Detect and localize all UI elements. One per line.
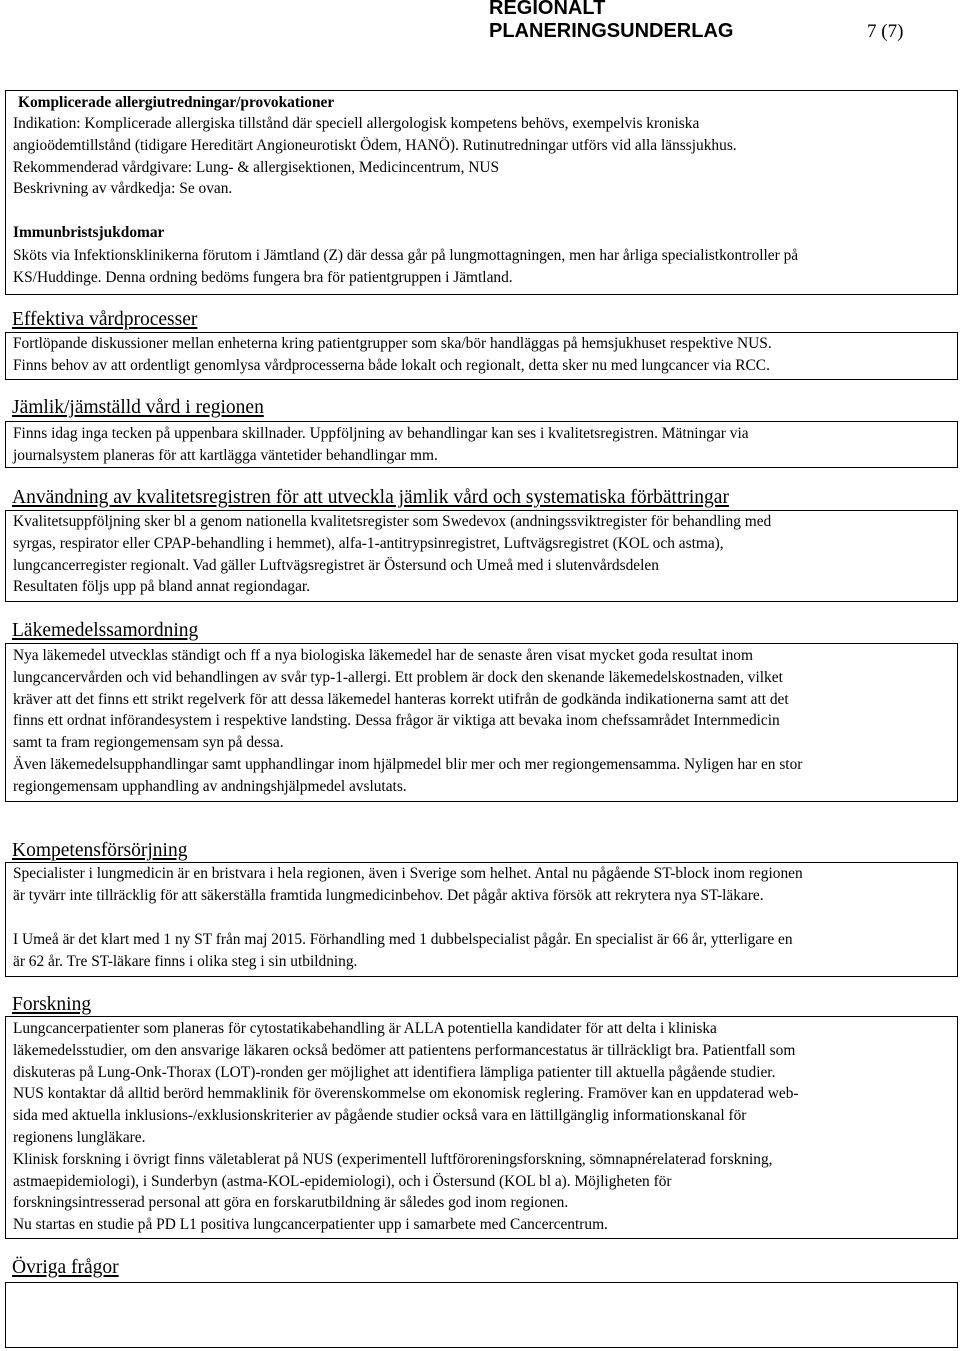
text-line: läkemedelsstudier, om den ansvarige läkaren också bedömer att patientens performancestatus är tillräckligt bra. Patientfall som <box>13 1041 796 1059</box>
kompetens-text-b <box>13 929 949 973</box>
text-line: finns ett ordnat införandesystem i respektive landsting. Dessa frågor är viktiga att bevaka inom chefssamrådet Internmedicin <box>13 712 780 730</box>
section-title-ovriga: Övriga frågor <box>12 1257 119 1278</box>
text-line: astmaepidemiologi), i Sunderbyn (astma-KOL-epidemiologi), och i Östersund (KOL bl a). Möjligheten för <box>13 1172 672 1190</box>
text-line: regiongemensam upphandling av andningshjälpmedel avslutats. <box>13 777 407 795</box>
text-line: Kvalitetsuppföljning sker bl a genom nationella kvalitetsregister som Swedevox (andningssviktregister för behandling med <box>13 513 772 530</box>
section-box-lakemedel <box>5 643 958 802</box>
immune-text <box>13 245 949 289</box>
text-line: Indikation: Komplicerade allergiska tillstånd där speciell allergologisk kompetens behövs, exempelvis kroniska <box>13 115 700 132</box>
section-title-effektiva: Effektiva vårdprocesser <box>12 309 198 330</box>
kompetens-text <box>13 863 949 907</box>
section-title-jamlik: Jämlik/jämställd vård i regionen <box>12 397 264 418</box>
text-line: Fortlöpande diskussioner mellan enheterna kring patientgrupper som ska/bör handläggas på hemsjukhuset respektive NUS. <box>13 335 772 352</box>
text-line: diskuteras på Lung-Onk-Thorax (LOT)-ronden ger möjlighet att identifiera lämpliga patienter till aktuella pågående studier. <box>13 1063 776 1081</box>
allergy-immunity-box <box>5 90 958 295</box>
page-number: 7 (7) <box>867 21 904 42</box>
text-line: I Umeå är det klart med 1 ny ST från maj 2015. Förhandling med 1 dubbelspecialist pågår. En specialist är 66 år, ytterligare en <box>13 931 793 948</box>
section-title-kompetens: Kompetensförsörjning <box>12 840 188 861</box>
text-line: kräver att det finns ett strikt regelverk för att dessa läkemedel hanteras korrekt utifrån de godkända indikationerna samt att det <box>13 690 789 708</box>
text-line: sida med aktuella inklusions-/exklusionskriterier av pågående studier också vara en lättillgänglig informationskanal för <box>13 1107 747 1125</box>
section-box-effektiva <box>5 332 958 380</box>
text-line: Resultaten följs upp på bland annat regiondagar. <box>13 578 311 596</box>
section-title-anvandning: Användning av kvalitetsregistren för att utveckla jämlik vård och systematiska förbättringar <box>12 487 729 508</box>
text-line: Beskrivning av vårdkedja: Se ovan. <box>13 180 233 198</box>
allergy-text <box>13 113 949 200</box>
header-title-line2: PLANERINGSUNDERLAG <box>489 20 734 42</box>
text-line: syrgas, respirator eller CPAP-behandling i hemmet), alfa-1-antitrypsinregistret, Luftvägsregistret (KOL och astma), <box>13 534 724 552</box>
section-box-anvandning <box>5 510 958 602</box>
text-line: Finns behov av att ordentligt genomlysa vårdprocesserna både lokalt och regionalt, detta sker nu med lungcancer via RCC. <box>13 356 770 374</box>
section-box-forskning <box>5 1016 958 1239</box>
text-line: lungcancerregister regionalt. Vad gäller Luftvägsregistret är Östersund och Umeå med i slutenvårdsdelen <box>13 556 659 574</box>
section-box-jamlik <box>5 421 958 468</box>
text-line: regionens lungläkare. <box>13 1128 146 1146</box>
lakemedel-text <box>13 645 949 798</box>
text-line: KS/Huddinge. Denna ordning bedöms fungera bra för patientgruppen i Jämtland. <box>13 268 513 286</box>
text-line: Finns idag inga tecken på uppenbara skillnader. Uppföljning av behandlingar kan ses i kvalitetsregistren. Mätningar via <box>13 425 749 442</box>
text-line: Specialister i lungmedicin är en bristvara i hela regionen, även i Sverige som helhet. Antal nu pågående ST-block inom regionen <box>13 865 803 882</box>
text-line: forskningsintresserad personal att göra en forskarutbildning är således god inom regionen. <box>13 1194 569 1212</box>
section-title-forskning: Forskning <box>12 994 92 1015</box>
text-line: angioödemtillstånd (tidigare Hereditärt Angioneurotiskt Ödem, HANÖ). Rutinutredningar utförs vid alla länssjukhus. <box>13 136 737 154</box>
text-line: Rekommenderad vårdgivare: Lung- & allergisektionen, Medicincentrum, NUS <box>13 158 500 176</box>
section-box-ovriga <box>5 1282 958 1348</box>
text-line: Även läkemedelsupphandlingar samt upphandlingar inom hjälpmedel blir mer och mer regiongemensamma. Nyligen har en stor <box>13 755 803 773</box>
effektiva-text <box>13 333 949 377</box>
allergy-heading: Komplicerade allergiutredningar/provokationer <box>18 94 335 111</box>
text-line: Klinisk forskning i övrigt finns väletablerat på NUS (experimentell luftföroreningsforskning, sömnapnérelaterad forskning, <box>13 1150 773 1168</box>
forskning-text <box>13 1018 949 1236</box>
text-line: samt ta fram regiongemensam syn på dessa. <box>13 734 284 752</box>
anvandning-text <box>13 511 949 598</box>
section-title-lakemedel: Läkemedelssamordning <box>12 620 199 641</box>
text-line: Nu startas en studie på PD L1 positiva lungcancerpatienter upp i samarbete med Cancercentrum. <box>13 1216 608 1234</box>
text-line: är tyvärr inte tillräcklig för att säkerställa framtida lungmedicinbehov. Det pågår aktiva försök att rekrytera nya ST-läkare. <box>13 886 764 904</box>
text-line: lungcancervården och vid behandlingen av svår typ-1-allergi. Ett problem är dock den skenande läkemedelskostnaden, vilket <box>13 668 783 686</box>
text-line: NUS kontaktar då alltid berörd hemmaklinik för överenskommelse om ekonomisk reglering. Framöver kan en uppdaterad web- <box>13 1085 799 1103</box>
text-line: Nya läkemedel utvecklas ständigt och ff a nya biologiska läkemedel har de senaste åren visat mycket goda resultat inom <box>13 647 753 664</box>
header-title-line1: REGIONALT <box>489 0 606 19</box>
jamlik-text <box>13 423 949 467</box>
immune-heading: Immunbristsjukdomar <box>13 224 165 241</box>
text-line: Lungcancerpatienter som planeras för cytostatikabehandling är ALLA potentiella kandidater för att delta i kliniska <box>13 1020 717 1037</box>
text-line: Sköts via Infektionsklinikerna förutom i Jämtland (Z) där dessa går på lungmottagningen, men har årliga specialistkontroller på <box>13 247 799 264</box>
text-line: är 62 år. Tre ST-läkare finns i olika steg i sin utbildning. <box>13 952 358 970</box>
section-box-kompetens <box>5 862 958 977</box>
text-line: journalsystem planeras för att kartlägga väntetider behandlingar mm. <box>13 446 438 464</box>
document-header-title <box>489 0 733 43</box>
